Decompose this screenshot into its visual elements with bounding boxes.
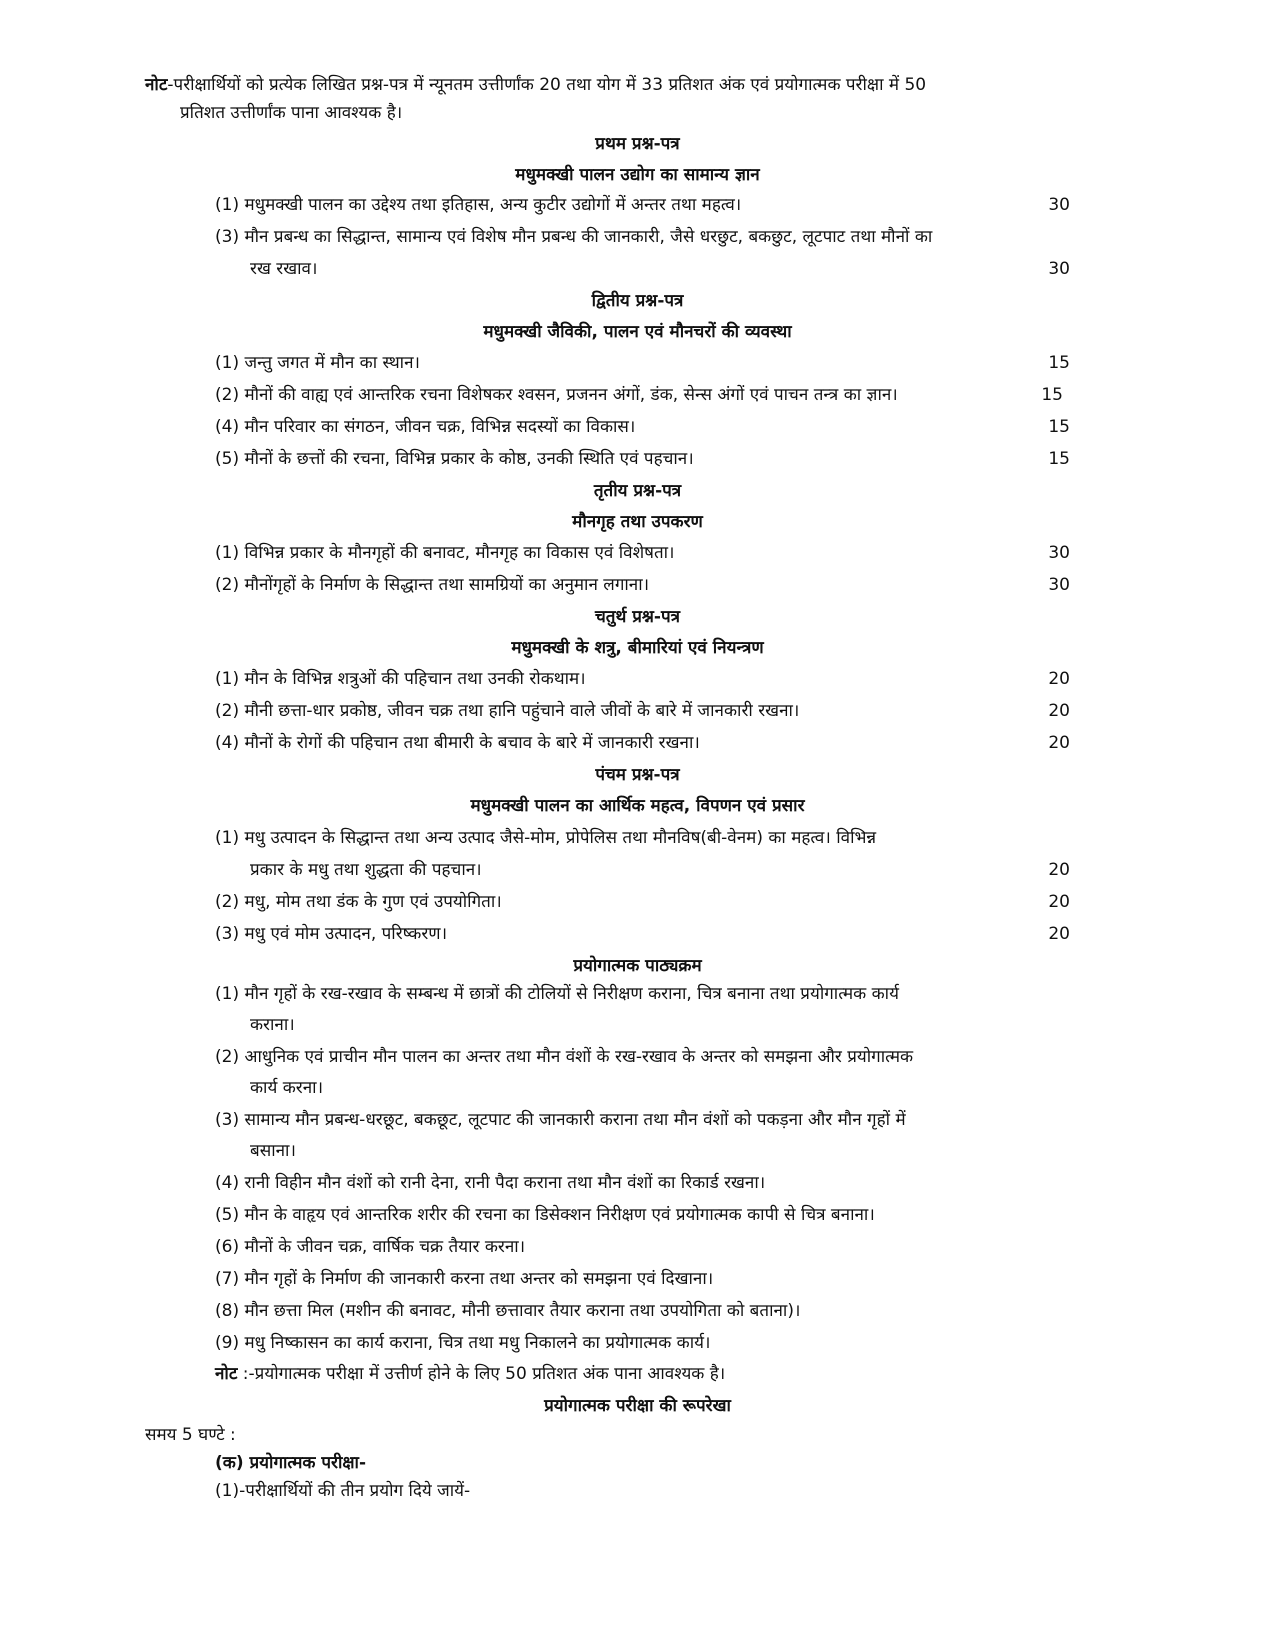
practical-item-3-cont: बसाना। — [250, 1141, 296, 1161]
paper-2-item-1-marks: 15 — [1048, 353, 1070, 373]
note-top — [145, 74, 926, 96]
paper-3-heading: तृतीय प्रश्न-पत्र — [593, 481, 682, 501]
paper-2-item-4: (5) मौनों के छत्तों की रचना, विभिन्न प्रकार के कोष्ठ, उनकी स्थिति एवं पहचान। — [215, 449, 694, 469]
practical-item-5: (5) मौन के वाहृय एवं आन्तरिक शरीर की रचना का डिसेक्शन निरीक्षण एवं प्रयोगात्मक कापी से चित्र बनाना। — [215, 1205, 875, 1225]
paper-1-item-2-cont: रख रखाव। — [250, 259, 318, 279]
paper-2-item-4-marks: 15 — [1048, 449, 1070, 469]
practical-item-1-cont: कराना। — [250, 1015, 295, 1035]
paper-4-heading: चतुर्थ प्रश्न-पत्र — [594, 607, 681, 627]
practical-heading: प्रयोगात्मक पाठ्यक्रम — [573, 956, 702, 976]
paper-2-heading: द्वितीय प्रश्न-पत्र — [591, 291, 684, 311]
paper-2-item-2: (2) मौनों की वाह्य एवं आन्तरिक रचना विशेषकर श्वसन, प्रजनन अंगों, डंक, सेन्स अंगों एवं पाचन तन्त्र का ज्ञान। — [215, 385, 898, 405]
practical-item-2-cont: कार्य करना। — [250, 1078, 324, 1098]
paper-2-item-3-marks: 15 — [1048, 417, 1070, 437]
paper-1-subject: मधुमक्खी पालन उद्योग का सामान्य ज्ञान — [515, 165, 760, 185]
paper-4-item-2: (2) मौनी छत्ता-धार प्रकोष्ठ, जीवन चक्र तथा हानि पहुंचाने वाले जीवों के बारे में जानकारी रखना। — [215, 701, 800, 721]
paper-2-subject: मधुमक्खी जैविकी, पालन एवं मौनचरों की व्यवस्था — [483, 322, 792, 342]
paper-4-item-1: (1) मौन के विभिन्न शत्रुओं की पहिचान तथा उनकी रोकथाम। — [215, 669, 586, 689]
paper-3-item-2: (2) मौनोंगृहों के निर्माण के सिद्धान्त तथा सामग्रियों का अनुमान लगाना। — [215, 575, 650, 595]
paper-5-heading: पंचम प्रश्न-पत्र — [595, 765, 680, 785]
exam-section-a: (क) प्रयोगात्मक परीक्षा- — [215, 1453, 367, 1473]
practical-item-9: (9) मधु निष्कासन का कार्य कराना, चित्र तथा मधु निकालने का प्रयोगात्मक कार्य। — [215, 1333, 711, 1353]
paper-4-item-3-marks: 20 — [1048, 733, 1070, 753]
paper-1-item-2-marks: 30 — [1048, 259, 1070, 279]
paper-2-item-3: (4) मौन परिवार का संगठन, जीवन चक्र, विभिन्न सदस्यों का विकास। — [215, 417, 636, 437]
paper-5-item-1-marks: 20 — [1048, 860, 1070, 880]
note-line-2: प्रतिशत उत्तीर्णांक पाना आवश्यक है। — [180, 103, 403, 123]
practical-note — [215, 1363, 725, 1385]
paper-5-item-2: (2) मधु, मोम तथा डंक के गुण एवं उपयोगिता। — [215, 892, 502, 912]
paper-5-item-1-cont: प्रकार के मधु तथा शुद्धता की पहचान। — [250, 860, 482, 880]
paper-4-item-2-marks: 20 — [1048, 701, 1070, 721]
practical-note-label: नोट — [215, 1364, 238, 1384]
paper-2-item-2-marks: 15 — [1041, 385, 1063, 405]
practical-item-4: (4) रानी विहीन मौन वंशों को रानी देना, रानी पैदा कराना तथा मौन वंशों का रिकार्ड रखना। — [215, 1173, 766, 1193]
paper-4-subject: मधुमक्खी के शत्रु, बीमारियां एवं नियन्त्रण — [511, 638, 764, 658]
paper-4-item-1-marks: 20 — [1048, 669, 1070, 689]
paper-5-item-2-marks: 20 — [1048, 892, 1070, 912]
paper-3-item-1: (1) विभिन्न प्रकार के मौनगृहों की बनावट, मौनगृह का विकास एवं विशेषता। — [215, 543, 675, 563]
practical-item-7: (7) मौन गृहों के निर्माण की जानकारी करना तथा अन्तर को समझना एवं दिखाना। — [215, 1269, 714, 1289]
practical-item-8: (8) मौन छत्ता मिल (मशीन की बनावट, मौनी छत्तावार तैयार कराना तथा उपयोगिता को बताना)। — [215, 1301, 801, 1321]
paper-5-subject: मधुमक्खी पालन का आर्थिक महत्व, विपणन एवं प्रसार — [470, 796, 805, 816]
paper-1-heading: प्रथम प्रश्न-पत्र — [595, 134, 680, 154]
paper-2-item-1: (1) जन्तु जगत में मौन का स्थान। — [215, 353, 420, 373]
practical-item-1: (1) मौन गृहों के रख-रखाव के सम्बन्ध में छात्रों की टोलियों से निरीक्षण कराना, चित्र बनाना तथा प्रयोगात्मक कार्य — [215, 984, 899, 1004]
paper-3-item-1-marks: 30 — [1048, 543, 1070, 563]
exam-outline-heading: प्रयोगात्मक परीक्षा की रूपरेखा — [544, 1396, 731, 1416]
practical-note-text: :-प्रयोगात्मक परीक्षा में उत्तीर्ण होने के लिए 50 प्रतिशत अंक पाना आवश्यक है। — [237, 1364, 726, 1384]
paper-5-item-3: (3) मधु एवं मोम उत्पादन, परिष्करण। — [215, 924, 448, 944]
note-line-1: -परीक्षार्थियों को प्रत्येक लिखित प्रश्न-पत्र में न्यूनतम उत्तीर्णांक 20 तथा योग में 33 प्रतिशत अंक एवं प्रयोगात्मक परीक्षा में 50 — [167, 75, 927, 95]
practical-item-6: (6) मौनों के जीवन चक्र, वार्षिक चक्र तैयार करना। — [215, 1237, 526, 1257]
exam-time: समय 5 घण्टे : — [145, 1425, 236, 1445]
paper-3-subject: मौनगृह तथा उपकरण — [572, 512, 703, 532]
practical-item-3: (3) सामान्य मौन प्रबन्ध-धरछूट, बकछूट, लूटपाट की जानकारी कराना तथा मौन वंशों को पकड़ना और मौन गृहों में — [215, 1110, 906, 1130]
paper-1-item-2: (3) मौन प्रबन्ध का सिद्धान्त, सामान्य एवं विशेष मौन प्रबन्ध की जानकारी, जैसे धरछुट, बकछुट, लूटपाट तथा मौनों का — [215, 227, 933, 247]
paper-1-item-1: (1) मधुमक्खी पालन का उद्देश्य तथा इतिहास, अन्य कुटीर उद्योगों में अन्तर तथा महत्व। — [215, 195, 742, 215]
exam-item-1: (1)-परीक्षार्थियों की तीन प्रयोग दिये जायें- — [215, 1481, 471, 1501]
note-label: नोट — [145, 75, 168, 95]
practical-item-2: (2) आधुनिक एवं प्राचीन मौन पालन का अन्तर तथा मौन वंशों के रख-रखाव के अन्तर को समझना और प्रयोगात्मक — [215, 1047, 914, 1067]
paper-3-item-2-marks: 30 — [1048, 575, 1070, 595]
paper-4-item-3: (4) मौनों के रोगों की पहिचान तथा बीमारी के बचाव के बारे में जानकारी रखना। — [215, 733, 700, 753]
paper-5-item-1: (1) मधु उत्पादन के सिद्धान्त तथा अन्य उत्पाद जैसे-मोम, प्रोपेलिस तथा मौनविष(बी-वेनम) का महत्व। विभिन्न — [215, 828, 877, 848]
paper-5-item-3-marks: 20 — [1048, 924, 1070, 944]
paper-1-item-1-marks: 30 — [1048, 195, 1070, 215]
